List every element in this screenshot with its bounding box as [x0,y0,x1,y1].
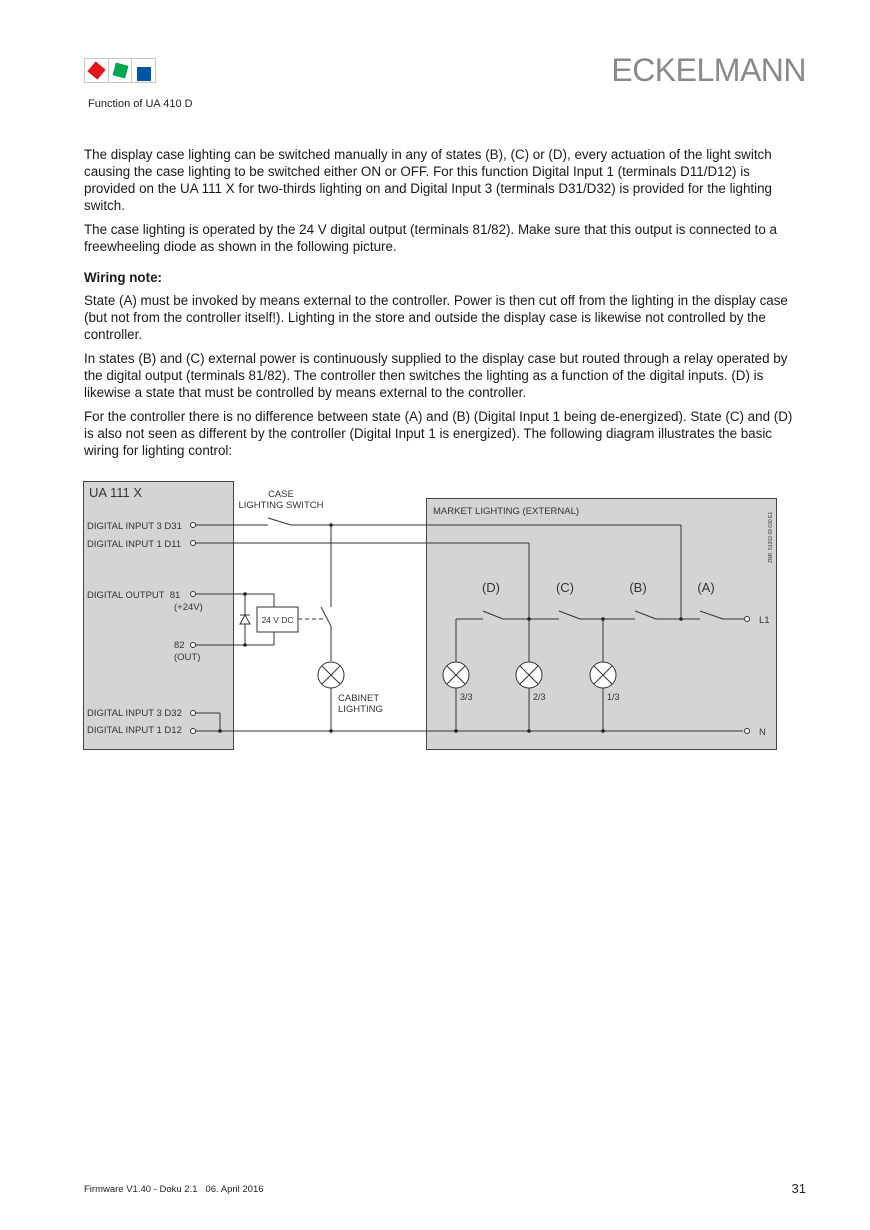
terminal-d12-label: DIGITAL INPUT 1 D12 [87,725,182,736]
market-lighting-title: MARKET LIGHTING (EXTERNAL) [433,506,580,517]
lamp-2-3 [516,662,542,688]
terminal-plus24-label: (+24V) [174,602,203,613]
lamp-2-3-label: 2/3 [533,692,546,702]
logo-blue-tile [131,58,156,83]
state-d-label: (D) [481,580,501,595]
cabinet-label-line1: CABINET [338,693,380,704]
logo-red-tile [84,58,108,83]
lamp-3-3 [443,662,469,688]
terminal-81-label: DIGITAL OUTPUT 81 [87,590,181,601]
market-lighting-box [427,499,777,750]
terminal-d32-label: DIGITAL INPUT 3 D32 [87,708,182,719]
paragraph: State (A) must be invoked by means external to the controller. Power is then cut off from the lighting in the display case (but not from the controller itself!). Lighting in the store and outside the display case is likewise not controlled by the controller. [84,293,788,342]
terminal-d31-label: DIGITAL INPUT 3 D31 [87,521,182,532]
paragraph: The case lighting is operated by the 24 V digital output (terminals 81/82). Make sure that this output is connected to a freewheeling diode as shown in the following picture. [84,222,777,254]
state-a-label: (A) [697,580,715,595]
company-logo [84,58,156,82]
cabinet-label-line2: LIGHTING [338,704,383,715]
paragraph: For the controller there is no difference between state (A) and (B) (Digital Input 1 being de-energized). State (C) and (D) is also not seen as different by the controller (Digital Input 1 is energized). The following diagram illustrates the basic wiring for lighting control: [84,409,793,458]
lamp-3-3-label: 3/3 [460,692,473,702]
wiring-diagram [83,481,783,753]
switch-label-line1: CASE [268,489,294,500]
brand-wordmark: ECKELMANN [611,52,806,88]
logo-green-tile [108,58,132,83]
lamp-1-3 [590,662,616,688]
page-number: 31 [791,1181,806,1196]
footer-version: Firmware V1.40 - Doku 2.1 06. April 2016 [84,1184,264,1195]
cabinet-lamp [318,662,344,688]
controller-title: UA 111 X [89,485,142,500]
terminal-82-label: 82 [174,640,185,651]
wiring-note-heading: Wiring note: [84,270,162,285]
relay-label: 24 V DC [261,615,294,625]
state-c-label: (C) [555,580,575,595]
lamp-1-3-label: 1/3 [607,692,620,702]
drawing-number: ZNR. 51203 69 630 E1 [768,511,774,563]
terminal-out-label: (OUT) [174,652,201,663]
l1-terminal-label: L1 [759,615,770,626]
state-b-label: (B) [629,580,647,595]
paragraph: In states (B) and (C) external power is continuously supplied to the display case but routed through a relay operated by the digital output (terminals 81/82). The controller then switches the lighting as a function of the digital inputs. (D) is likewise a state that must be controlled by means external to the controller. [84,351,788,400]
n-terminal-label: N [759,727,766,738]
switch-label-line2: LIGHTING SWITCH [238,500,324,511]
terminal-d11-label: DIGITAL INPUT 1 D11 [87,539,182,550]
section-label: Function of UA 410 D [88,98,193,110]
paragraph: The display case lighting can be switched manually in any of states (B), (C) or (D), every actuation of the light switch causing the case lighting to be switched either ON or OFF. For this function Digital Input 1 (terminals D11/D12) is provided on the UA 111 X for two-thirds lighting on and Digital Input 3 (terminals D31/D32) is provided for the lighting switch. [84,147,773,213]
document-body [84,146,797,466]
